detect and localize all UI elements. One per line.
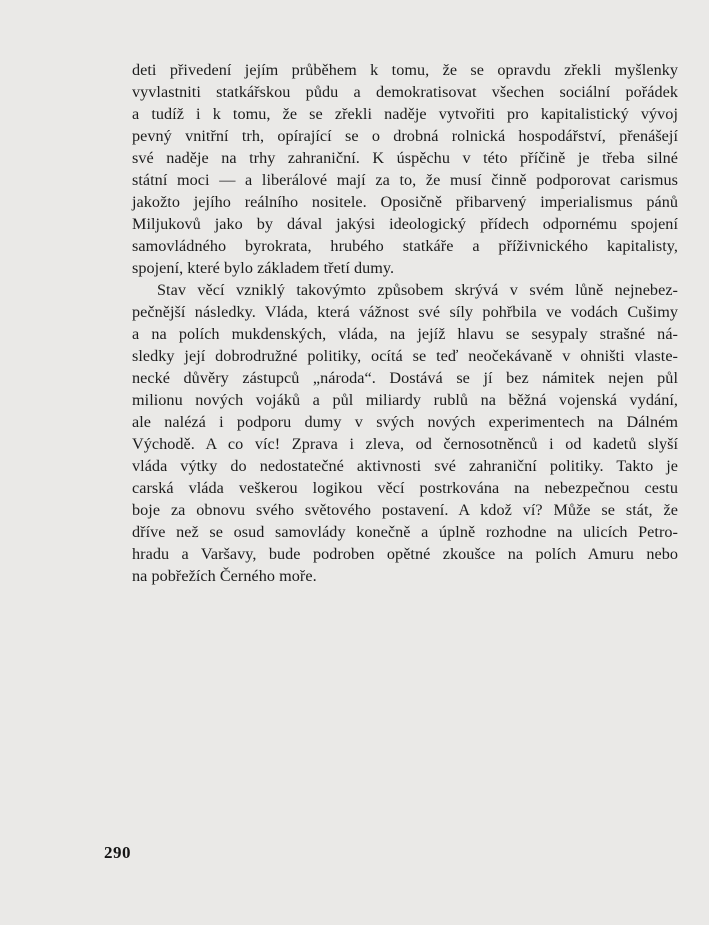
- text-line: ale nalézá i podporu dumy v svých nových experimentech na Dálném: [132, 413, 678, 431]
- text-line: sledky její dobrodružné politiky, ocítá se teď neočekávaně v ohništi vlaste-: [132, 347, 678, 365]
- text-line: na pobřežích Černého moře.: [132, 567, 317, 585]
- text-line: a tudíž i k tomu, že se zřekli naděje vytvořiti pro kapitalistický vývoj: [132, 105, 678, 123]
- page-number: 290: [104, 843, 131, 862]
- text-line: spojení, které bylo základem třetí dumy.: [132, 259, 395, 277]
- text-line: Miljukovů jako by dával jakýsi ideologický přídech odpornému spojení: [132, 215, 678, 233]
- text-line: a na polích mukdenských, vláda, na jejíž hlavu se sesypaly strašné ná-: [132, 325, 678, 343]
- text-line: milionu nových vojáků a půl miliardy rublů na běžná vojenská vydání,: [132, 391, 678, 409]
- text-line: své naděje na trhy zahraniční. K úspěchu v této příčině je třeba silné: [132, 149, 678, 167]
- text-line: Stav věcí vzniklý takovýmto způsobem skrývá v svém lůně nejnebez-: [157, 281, 678, 299]
- text-line: vyvlastniti statkářskou půdu a demokratisovat všechen sociální pořádek: [132, 83, 678, 101]
- text-line: necké důvěry zástupců „národa“. Dostává se jí bez námitek nejen půl: [132, 369, 678, 387]
- text-line: Východě. A co víc! Zprava i zleva, od černosotněnců i od kadetů slyší: [132, 435, 678, 453]
- text-line: deti přivedení jejím průběhem k tomu, že se opravdu zřekli myšlenky: [132, 61, 678, 79]
- text-line: vláda výtky do nedostatečné aktivnosti své zahraniční politiky. Takto je: [132, 457, 678, 475]
- text-line: dříve než se osud samovlády konečně a úplně rozhodne na ulicích Petro-: [132, 523, 678, 541]
- text-line: carská vláda veškerou logikou věcí postrkována na nebezpečnou cestu: [132, 479, 678, 497]
- text-line: hradu a Varšavy, bude podroben opětné zkoušce na polích Amuru nebo: [132, 545, 678, 563]
- text-line: samovládného byrokrata, hrubého statkáře a příživnického kapitalisty,: [132, 237, 678, 255]
- text-line: pečnější následky. Vláda, která vážnost své síly pohřbila ve vodách Cušimy: [132, 303, 678, 321]
- text-line: pevný vnitřní trh, opírající se o drobná rolnická hospodářství, přenášejí: [132, 127, 678, 145]
- text-line: boje za obnovu svého světového postavení. A kdož ví? Může se stát, že: [132, 501, 678, 519]
- text-line: jakožto jejího reálního nositele. Oposičně přibarvený imperialismus pánů: [132, 193, 678, 211]
- text-line: státní moci — a liberálové mají za to, že musí činně podporovat carismus: [132, 171, 678, 189]
